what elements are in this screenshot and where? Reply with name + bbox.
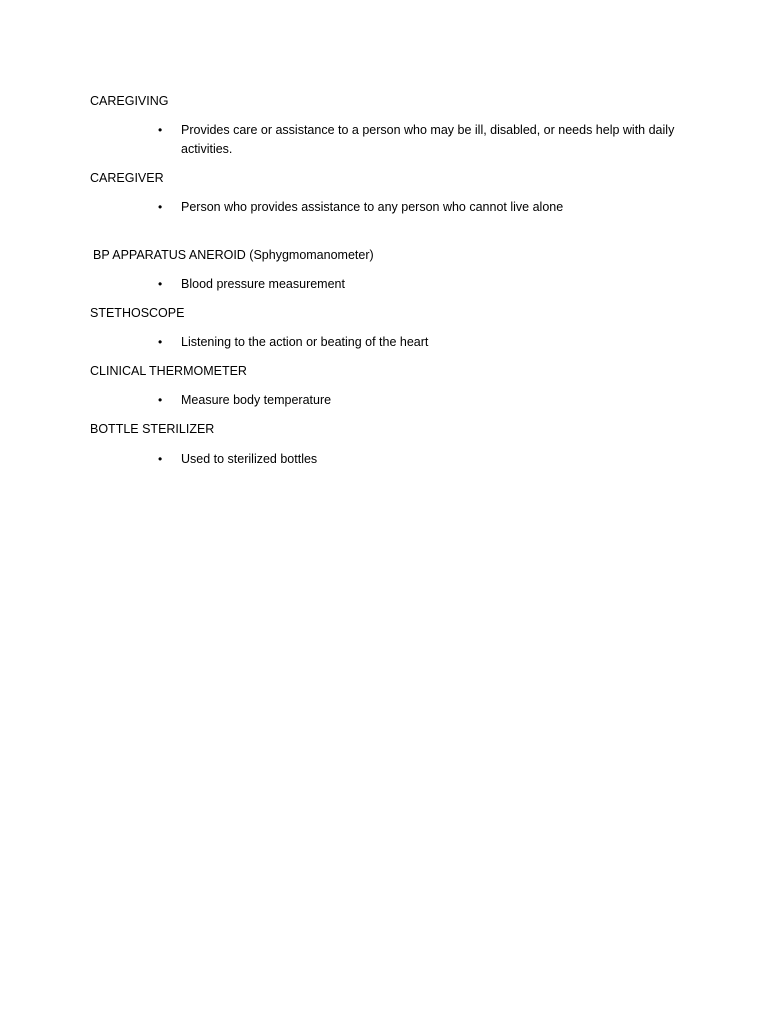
bullet-item-stethoscope xyxy=(158,333,688,352)
bullet-item-bottle-sterilizer xyxy=(158,450,688,469)
bullet-text-bp-apparatus: Blood pressure measurement xyxy=(181,277,345,291)
bullet-dot: • xyxy=(158,277,163,291)
bullet-dot: • xyxy=(158,393,163,407)
bullet-text-bottle-sterilizer: Used to sterilized bottles xyxy=(181,452,318,466)
bullet-dot: • xyxy=(158,123,163,137)
bullet-item-clinical-thermometer xyxy=(158,391,688,410)
bullet-item-caregiver xyxy=(158,198,688,217)
bullet-text-caregiving: Provides care or assistance to a person who may be ill, disabled, or needs help with daily activities. xyxy=(181,123,675,156)
bullet-text-clinical-thermometer: Measure body temperature xyxy=(181,393,332,407)
bullet-dot: • xyxy=(158,452,163,466)
heading-caregiving: CAREGIVING xyxy=(90,94,169,108)
heading-stethoscope: STETHOSCOPE xyxy=(90,306,185,320)
heading-caregiver: CAREGIVER xyxy=(90,171,164,185)
bullet-text-caregiver: Person who provides assistance to any person who cannot live alone xyxy=(181,200,564,214)
bullet-dot: • xyxy=(158,335,163,349)
bullet-item-bp-apparatus xyxy=(158,275,688,294)
bullet-item-caregiving xyxy=(158,121,688,159)
bullet-dot: • xyxy=(158,200,163,214)
bullet-text-stethoscope: Listening to the action or beating of the heart xyxy=(181,335,429,349)
heading-bottle-sterilizer: BOTTLE STERILIZER xyxy=(90,422,215,436)
heading-clinical-thermometer: CLINICAL THERMOMETER xyxy=(90,364,247,378)
heading-bp-apparatus: BP APPARATUS ANEROID (Sphygmomanometer) xyxy=(93,248,374,262)
